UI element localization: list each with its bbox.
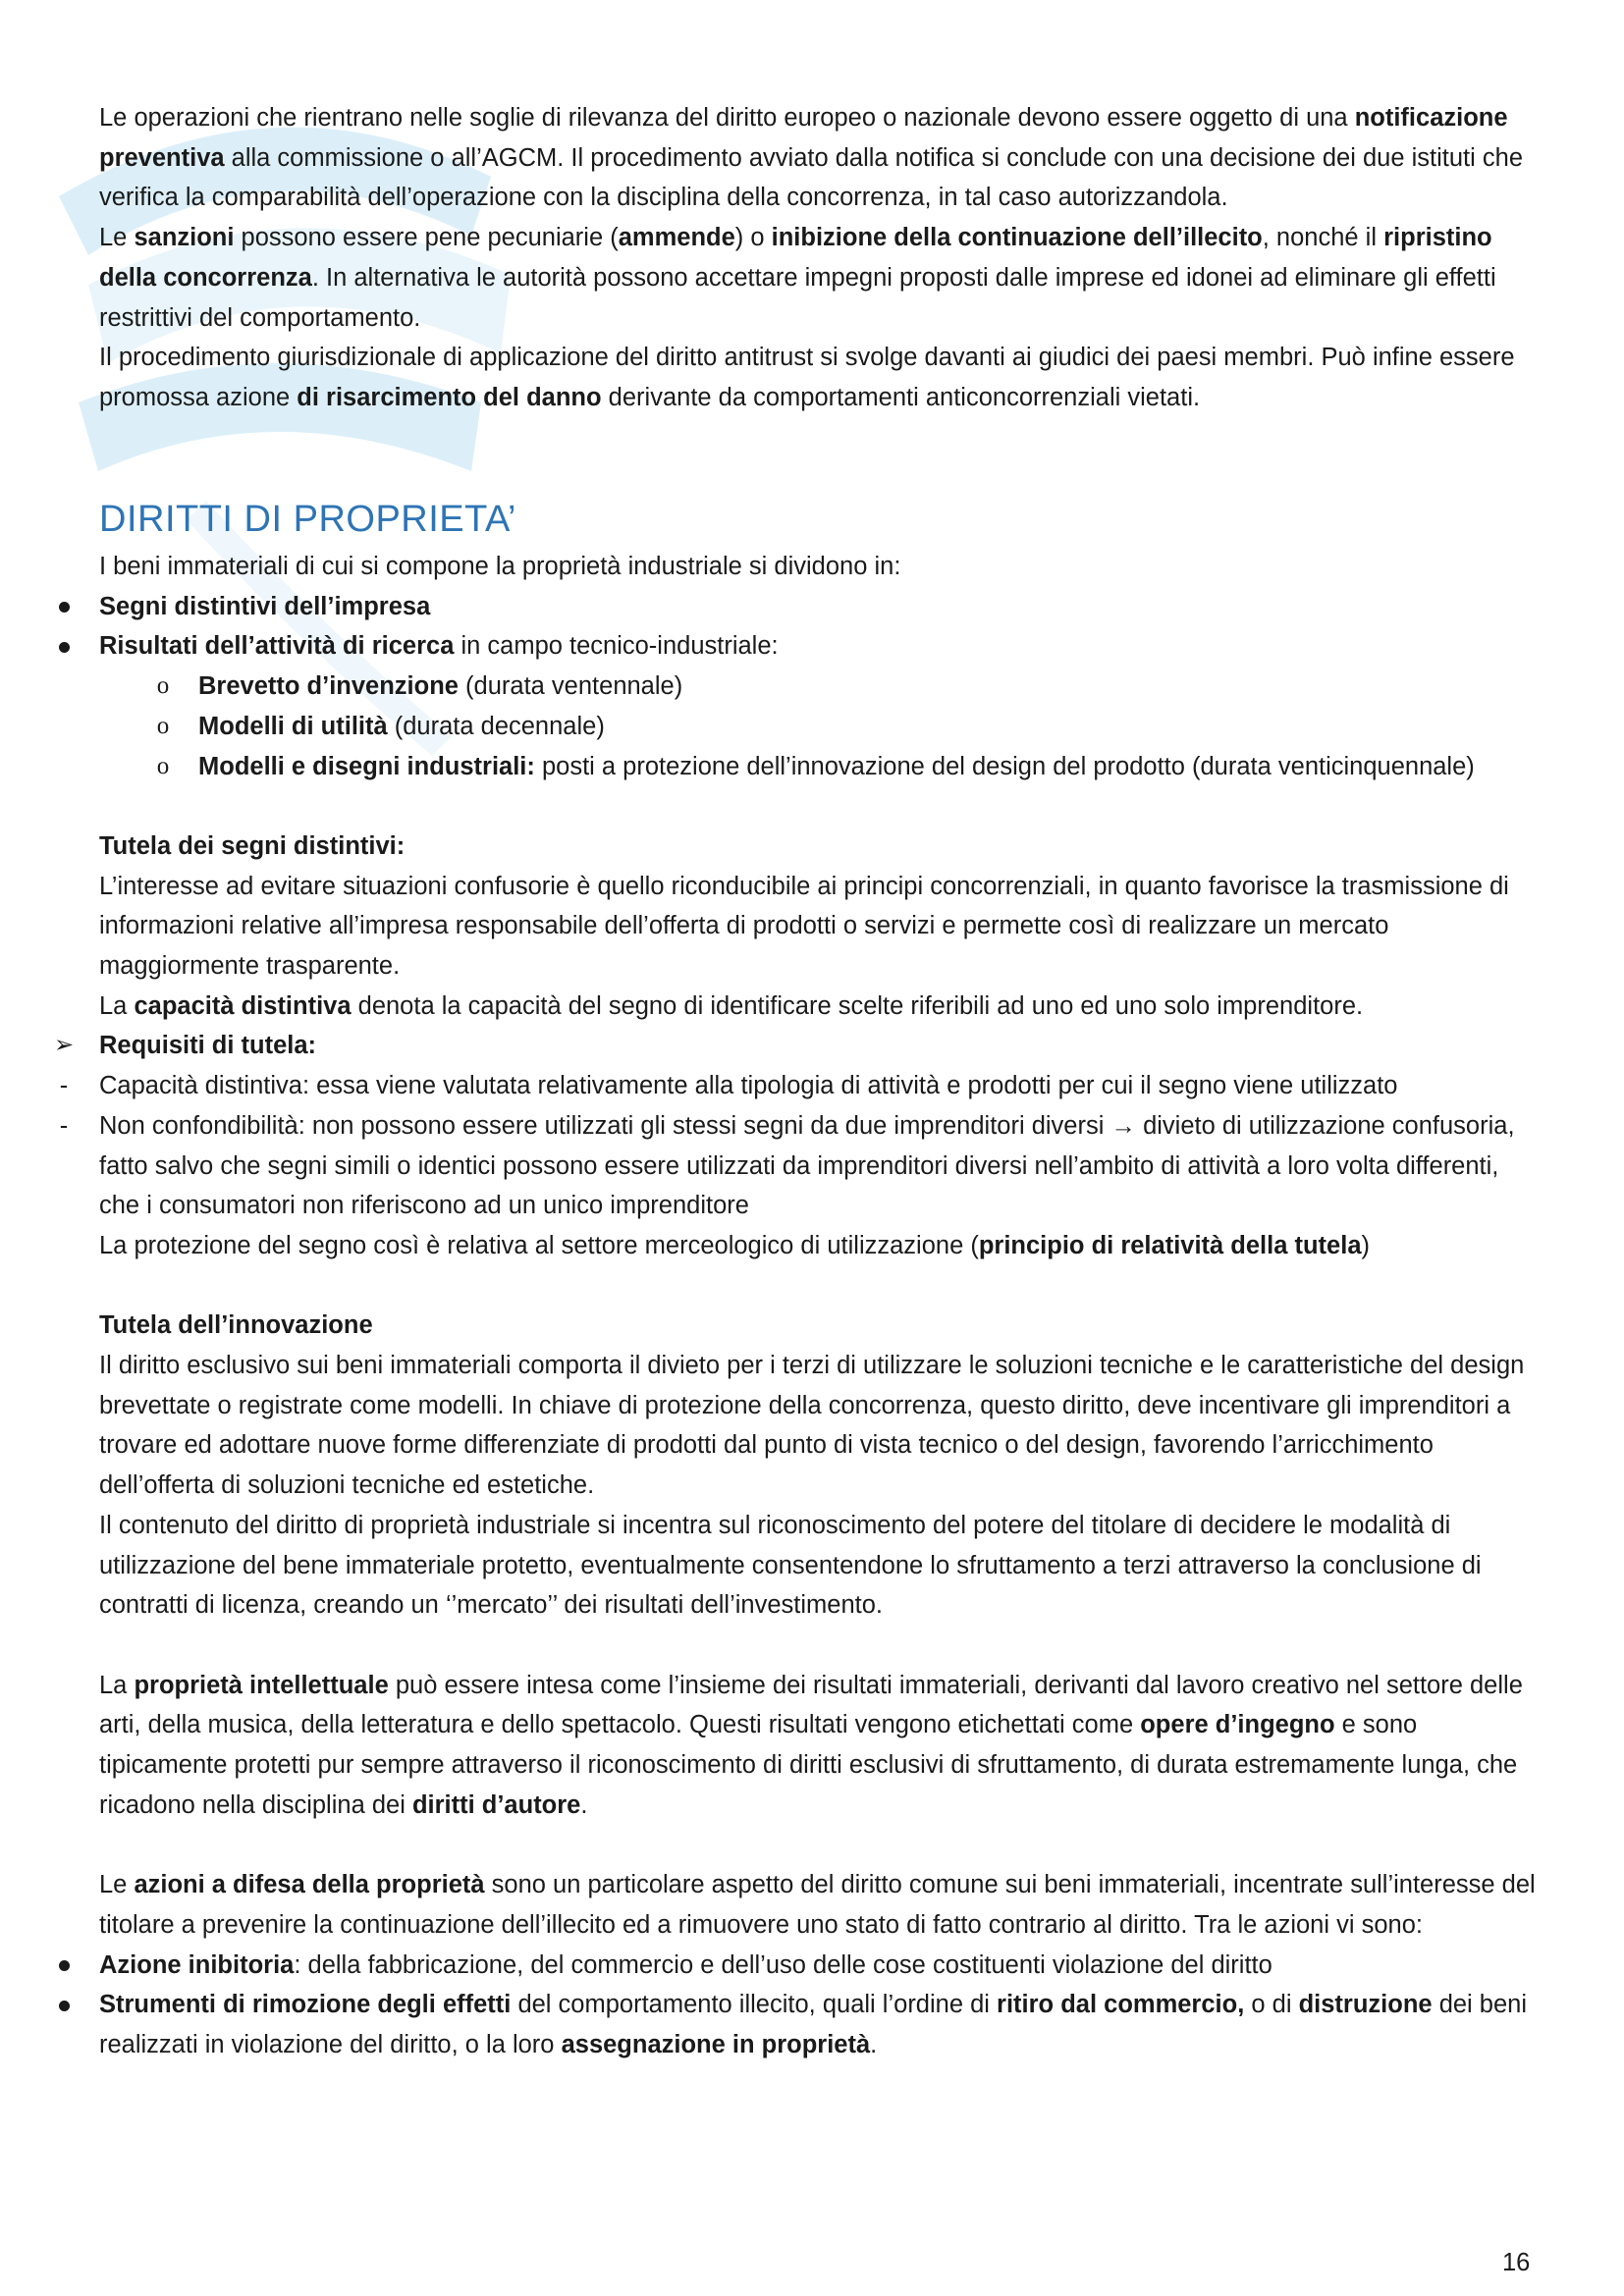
paragraph-procedimento: Il procedimento giurisdizionale di applicazione del diritto antitrust si svolge davanti ai giudici dei paesi membri. Può infine essere promossa azione di risarcimento del danno derivante da comportamenti anticoncorrenziali vietati.: [99, 344, 1515, 411]
list-item: Risultati dell’attività di ricerca in campo tecnico-industriale:: [0, 626, 1543, 667]
bullet-dot-icon: [44, 626, 83, 667]
arrowhead-bullet-icon: ➢: [53, 1032, 75, 1059]
list-item: Azione inibitoria: della fabbricazione, del commercio e dell’uso delle cose costituenti violazione del diritto: [0, 1946, 1543, 1986]
list-item: - Capacità distintiva: essa viene valutata relativamente alla tipologia di attività e prodotti per cui il segno viene utilizzato: [0, 1066, 1543, 1106]
paragraph-relativita: La protezione del segno così è relativa al settore merceologico di utilizzazione (principio di relatività della tutela): [99, 1231, 1370, 1259]
intro-paragraphs: [99, 98, 1543, 418]
bullet-dot-icon: [44, 1985, 83, 2025]
intro-line: I beni immateriali di cui si compone la proprietà industriale si dividono in:: [99, 553, 901, 580]
list-item: ➢ Requisiti di tutela:: [0, 1026, 1543, 1066]
paragraph-sanzioni: Le sanzioni possono essere pene pecuniarie (ammende) o inibizione della continuazione dell’illecito, nonché il ripristino della concorrenza. In alternativa le autorità possono accettare impegni proposti dalle imprese ed idonei ad eliminare gli effetti restrittivi del comportamento.: [99, 224, 1496, 332]
subheading-tutela-innovazione: Tutela dell’innovazione: [99, 1311, 373, 1340]
paragraph-azioni: Le azioni a difesa della proprietà sono un particolare aspetto del diritto comune sui beni immateriali, incentrate sull’interesse del titolare a prevenire la continuazione dell’illecito ed a rimuovere uno stato di fatto contrario al diritto. Tra le azioni vi sono:: [99, 1871, 1536, 1939]
list-item: o Brevetto d’invenzione (durata ventennale): [0, 667, 1543, 707]
azioni-list: [99, 1946, 1543, 2065]
section-body: [53, 547, 1543, 2065]
paragraph-contenuto-diritto: Il contenuto del diritto di proprietà industriale si incentra sul riconoscimento del potere del titolare di decidere le modalità di utilizzazione del bene immateriale protetto, eventualmente consentendone lo sfruttamento a terzi attraverso la conclusione di contratti di licenza, creando un ‘’mercato’’ dei risultati dell’investimento.: [99, 1511, 1482, 1620]
dash-bullet-icon: -: [59, 1072, 69, 1100]
dash-bullet-icon: -: [59, 1111, 69, 1140]
bullet-list-beni: [99, 587, 1543, 787]
paragraph-diritto-esclusivo: Il diritto esclusivo sui beni immateriali comporta il divieto per i terzi di utilizzare le soluzioni tecniche e le caratteristiche del design brevettate o registrate come modelli. In chiave di protezione della concorrenza, questo diritto, deve incentivare gli imprenditori a trovare ed adottare nuove forme differenziate di prodotti dal punto di vista tecnico o del design, favorendo l’arricchimento dell’offerta di soluzioni tecniche ed estetiche.: [99, 1352, 1525, 1500]
hollow-bullet-icon: o: [156, 712, 170, 739]
list-item: o Modelli di utilità (durata decennale): [0, 707, 1543, 747]
hollow-bullet-icon: o: [156, 752, 170, 779]
arrow-right-icon: →: [1110, 1111, 1136, 1140]
list-item: o Modelli e disegni industriali: posti a protezione dell’innovazione del design del prodotto (durata venticinquennale): [0, 747, 1543, 787]
paragraph-proprieta-intellettuale: La proprietà intellettuale può essere intesa come l’insieme dei risultati immateriali, derivanti dal lavoro creativo nel settore delle arti, della musica, della letteratura e dello spettacolo. Questi risultati vengono etichettati come opere d’ingegno e sono tipicamente protetti pur sempre attraverso il riconoscimento di diritti esclusivi di sfruttamento, di durata estremamente lunga, che ricadono nella disciplina dei diritti d’autore.: [99, 1671, 1523, 1819]
section-heading: DIRITTI DI PROPRIETA’: [99, 499, 516, 540]
list-item: Segni distintivi dell’impresa: [0, 587, 1543, 627]
list-item: Strumenti di rimozione degli effetti del comportamento illecito, quali l’ordine di ritiro dal commercio, o di distruzione dei beni realizzati in violazione del diritto, o la loro assegnazione in proprietà.: [0, 1985, 1543, 2064]
requisiti-list: [53, 1026, 1543, 1226]
list-item: - Non confondibilità: non possono essere utilizzati gli stessi segni da due imprenditori diversi → divieto di utilizzazione confusoria, fatto salvo che segni simili o identici possono essere utilizzati da imprenditori diversi nell’ambito di attività a loro volta differenti, che i consumatori non riferiscono ad un unico imprenditore: [0, 1106, 1543, 1226]
paragraph-capacita: La capacità distintiva denota la capacità del segno di identificare scelte riferibili ad uno ed uno solo imprenditore.: [99, 991, 1364, 1020]
subheading-tutela-segni: Tutela dei segni distintivi:: [99, 831, 406, 860]
paragraph-notificazione: Le operazioni che rientrano nelle soglie di rilevanza del diritto europeo o nazionale devono essere oggetto di una notificazione preventiva alla commissione o all’AGCM. Il procedimento avviato dalla notifica si conclude con una decisione dei due istituti che verifica la comparabilità dell’operazione con la disciplina della concorrenza, in tal caso autorizzandola.: [99, 104, 1524, 212]
paragraph-interesse: L’interesse ad evitare situazioni confusorie è quello riconducibile ai principi concorrenziali, in quanto favorisce la trasmissione di informazioni relative all’impresa responsabile dell’offerta di prodotti o servizi e permette così di realizzare un mercato maggiormente trasparente.: [99, 872, 1509, 981]
bullet-dot-icon: [44, 587, 83, 627]
page-number: 16: [1502, 2249, 1531, 2276]
hollow-bullet-icon: o: [156, 672, 170, 700]
bullet-dot-icon: [44, 1946, 83, 1986]
